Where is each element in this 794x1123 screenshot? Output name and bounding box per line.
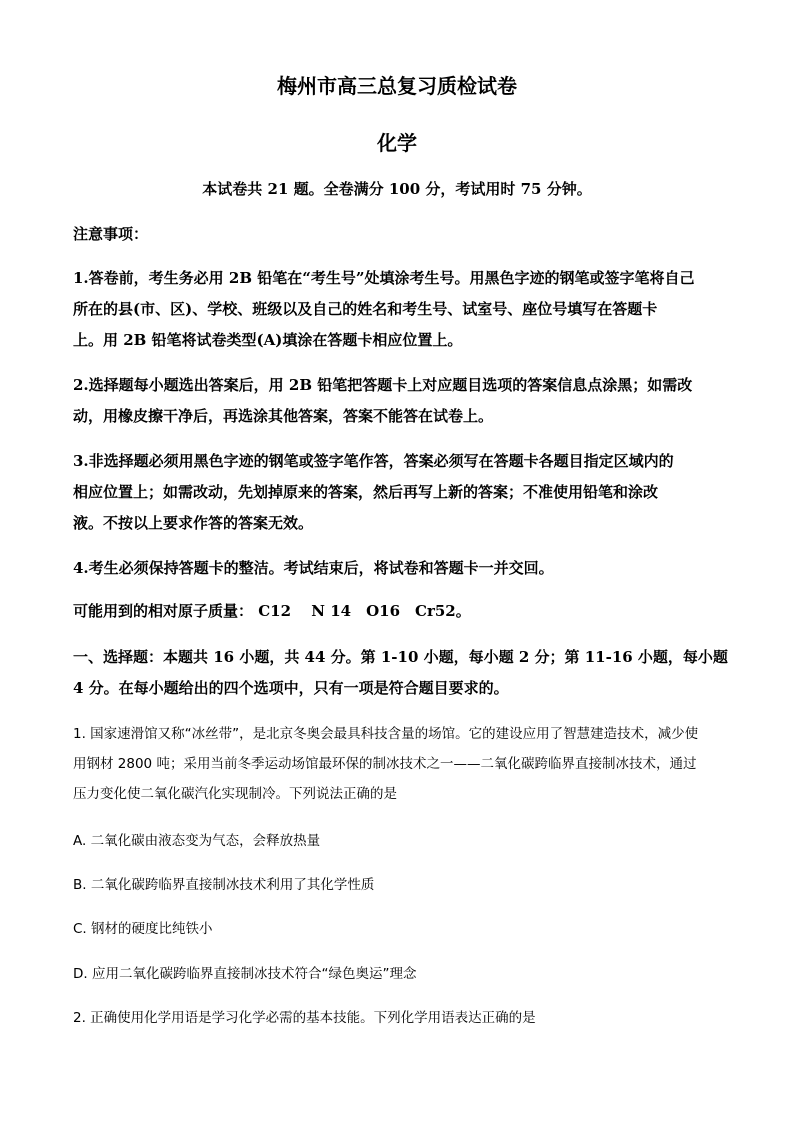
subject-title: 化学	[377, 131, 417, 155]
option-d: D. 应用二氧化碳跨临界直接制冰技术符合“绿色奥运”理念	[73, 966, 417, 982]
notice-heading: 注意事项：	[73, 225, 149, 243]
atomic-mass-line: 可能用到的相对原子质量： C12 N 14 O16 Cr52。	[73, 602, 471, 620]
question-2-stem: 2. 正确使用化学用语是学习化学必需的基本技能。下列化学用语表达正确的是	[73, 1010, 536, 1026]
option-c: C. 钢材的硬度比纯铁小	[73, 921, 213, 937]
exam-info: 本试卷共 21 题。全卷满分 100 分，考试用时 75 分钟。	[202, 180, 592, 198]
option-a: A. 二氧化碳由液态变为气态，会释放热量	[73, 833, 321, 849]
section-line: 一、选择题：本题共 16 小题，共 44 分。第 1-10 小题，每小题 2 分；第 11-16 小题，每小题	[73, 648, 728, 666]
notice-line: 液。不按以上要求作答的答案无效。	[73, 514, 314, 532]
question-stem-line: 用钢材 2800 吨；采用当前冬季运动场馆最环保的制冰技术之一——二氧化碳跨临界直接制冰技术，通过	[73, 756, 697, 772]
notice-line: 动，用橡皮擦干净后，再选涂其他答案，答案不能答在试卷上。	[73, 407, 494, 425]
notice-line: 1.答卷前，考生务必用 2B 铅笔在“考生号”处填涂考生号。用黑色字迹的钢笔或签字笔将自己	[73, 269, 695, 287]
section-line: 4 分。在每小题给出的四个选项中，只有一项是符合题目要求的。	[73, 679, 509, 697]
option-b: B. 二氧化碳跨临界直接制冰技术利用了其化学性质	[73, 877, 375, 893]
question-stem-line: 压力变化使二氧化碳汽化实现制冷。下列说法正确的是	[73, 786, 397, 802]
exam-title: 梅州市高三总复习质检试卷	[277, 74, 517, 98]
notice-line: 上。用 2B 铅笔将试卷类型(A)填涂在答题卡相应位置上。	[73, 331, 463, 349]
notice-line: 相应位置上；如需改动，先划掉原来的答案，然后再写上新的答案；不准使用铅笔和涂改	[73, 483, 659, 501]
notice-line: 所在的县(市、区)、学校、班级以及自己的姓名和考生号、试室号、座位号填写在答题卡	[73, 300, 658, 318]
notice-item-4: 4.考生必须保持答题卡的整洁。考试结束后，将试卷和答题卡一并交回。	[73, 559, 554, 577]
notice-line: 2.选择题每小题选出答案后，用 2B 铅笔把答题卡上对应题目选项的答案信息点涂黑；如需改	[73, 376, 693, 394]
question-stem-line: 1. 国家速滑馆又称“冰丝带”，是北京冬奥会最具科技含量的场馆。它的建设应用了智慧建造技术，减少使	[73, 726, 699, 742]
notice-line: 3.非选择题必须用黑色字迹的钢笔或签字笔作答，答案必须写在答题卡各题目指定区域内的	[73, 452, 674, 470]
